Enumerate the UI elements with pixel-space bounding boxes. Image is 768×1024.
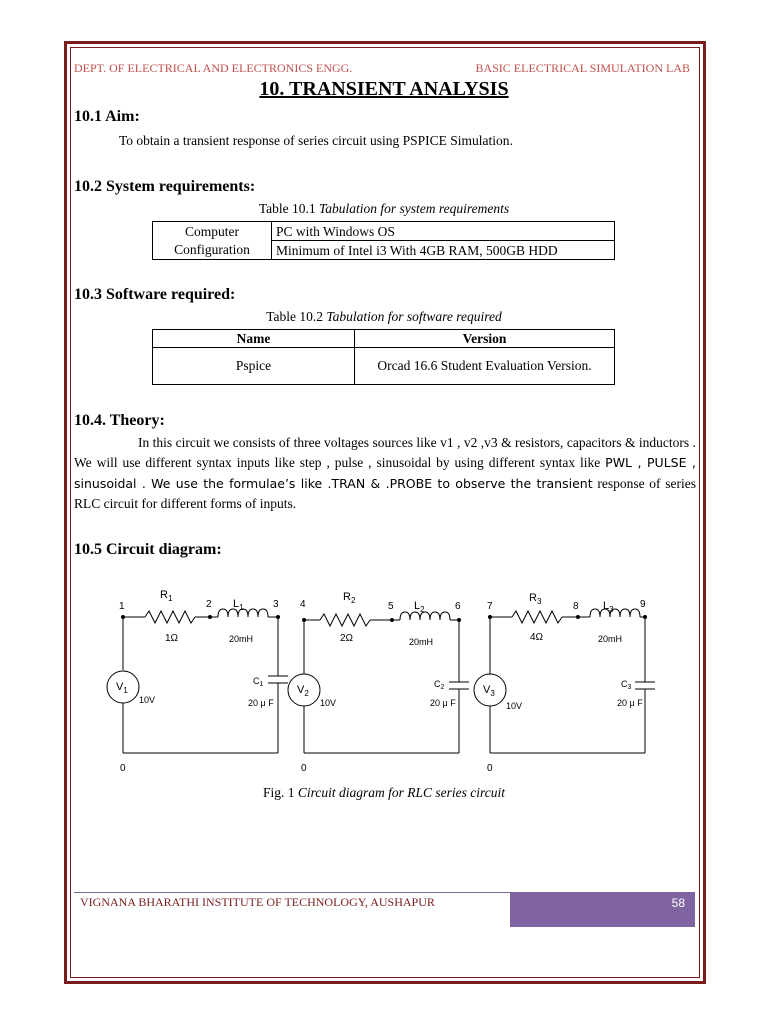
header-lab-name: BASIC ELECTRICAL SIMULATION LAB xyxy=(475,61,690,75)
circuit-figure-caption xyxy=(0,785,768,801)
col-header-version: Version xyxy=(355,330,615,348)
node-label-9: 9 xyxy=(640,599,646,610)
page-title: 10. TRANSIENT ANALYSIS xyxy=(259,78,509,100)
l1-label: $L_1$ xyxy=(233,598,244,612)
theory-text-part1: In this circuit we consists of three voltages sources like v1 , v2 ,v3 & resistors, capacitors & inductors . We will use different syntax inputs like step , pulse , sinusoidal by using different syntax like xyxy=(74,435,696,471)
theory-heading: 10.4. Theory: xyxy=(74,412,165,429)
footer-page-box xyxy=(510,892,695,927)
software-heading: 10.3 Software required: xyxy=(74,286,236,303)
node-label-1: 1 xyxy=(119,601,125,612)
theory-text-part3: response of series RLC circuit for different forms of inputs. xyxy=(74,475,697,511)
l3-label: $L_3$ xyxy=(603,600,614,614)
figure-caption-italic: Circuit diagram for RLC series circuit xyxy=(297,785,506,800)
r1-label: $R_1$ xyxy=(160,589,173,603)
config-label-line1: Computer xyxy=(185,223,239,239)
r1-value: 1Ω xyxy=(165,633,179,644)
ground-label-1: 0 xyxy=(120,763,126,774)
l1-value: 20mH xyxy=(229,634,254,644)
ground-label-3: 0 xyxy=(487,763,493,774)
c3-label: $C_3$ xyxy=(621,679,632,691)
system-row-os: PC with Windows OS xyxy=(272,222,615,241)
node-label-2: 2 xyxy=(206,599,212,610)
node-label-8: 8 xyxy=(573,601,579,612)
software-caption-italic: Tabulation for software required xyxy=(326,309,502,324)
aim-heading: 10.1 Aim: xyxy=(74,108,140,125)
l2-value: 20mH xyxy=(409,637,434,647)
software-name-cell: Pspice xyxy=(153,348,355,385)
config-label-line2: Configuration xyxy=(174,241,250,257)
footer-divider xyxy=(74,892,510,893)
header-department: DEPT. OF ELECTRICAL AND ELECTRONICS ENGG. xyxy=(74,61,353,75)
node-label-7: 7 xyxy=(487,601,493,612)
node-label-6: 6 xyxy=(455,601,461,612)
v3-label: $V_3$ xyxy=(483,684,495,698)
c1-value: 20 μ F xyxy=(248,698,274,708)
r3-value: 4Ω xyxy=(530,632,544,643)
system-caption-italic: Tabulation for system requirements xyxy=(319,201,510,216)
software-version-cell: Orcad 16.6 Student Evaluation Version. xyxy=(355,348,615,385)
v3-value: 10V xyxy=(506,701,523,711)
footer-institute: VIGNANA BHARATHI INSTITUTE OF TECHNOLOGY, AUSHAPUR xyxy=(80,895,435,909)
software-caption-prefix: Table 10.2 xyxy=(266,309,323,324)
system-row-hardware: Minimum of Intel i3 With 4GB RAM, 500GB HDD xyxy=(272,241,615,260)
r3-label: $R_3$ xyxy=(529,592,542,606)
ground-label-2: 0 xyxy=(301,763,307,774)
system-heading: 10.2 System requirements: xyxy=(74,178,256,195)
node-label-5: 5 xyxy=(388,601,394,612)
v2-value: 10V xyxy=(320,698,337,708)
system-caption-prefix: Table 10.1 xyxy=(258,201,316,216)
c1-label: $C_1$ xyxy=(253,676,264,688)
theory-text-part2: PWL , PULSE , sinusoidal . We use the formulae’s like .TRAN & .PROBE to observe the transient xyxy=(74,455,696,491)
figure-caption-prefix: Fig. 1 xyxy=(262,785,295,800)
l3-value: 20mH xyxy=(598,634,623,644)
col-header-name: Name xyxy=(153,330,355,348)
page-number: 58 xyxy=(671,896,685,910)
node-label-3: 3 xyxy=(273,599,279,610)
node-label-4: 4 xyxy=(300,599,306,610)
c3-value: 20 μ F xyxy=(617,698,643,708)
r2-value: 2Ω xyxy=(340,633,354,644)
v2-label: $V_2$ xyxy=(297,684,309,698)
c2-value: 20 μ F xyxy=(430,698,456,708)
aim-text: To obtain a transient response of series circuit using PSPICE Simulation. xyxy=(119,133,513,148)
v1-label: $V_1$ xyxy=(116,681,128,695)
c2-label: $C_2$ xyxy=(434,679,445,691)
circuit-heading: 10.5 Circuit diagram: xyxy=(74,541,222,558)
l2-label: $L_2$ xyxy=(414,600,425,614)
r2-label: $R_2$ xyxy=(343,591,356,605)
v1-value: 10V xyxy=(139,695,156,705)
